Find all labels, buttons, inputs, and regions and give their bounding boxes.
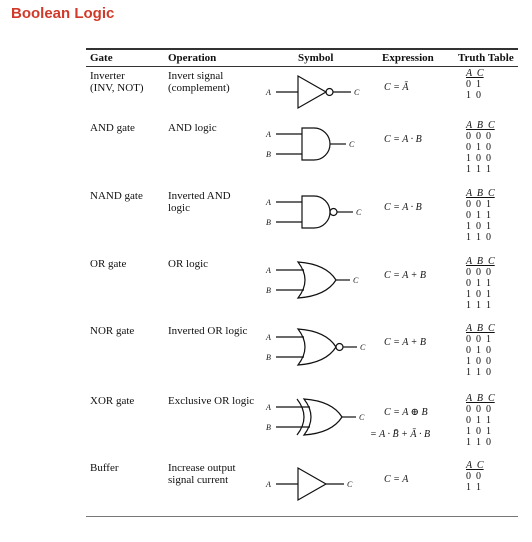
gate-name: NAND gate [90, 190, 143, 202]
output-c-label: C [356, 208, 362, 217]
table-top-rule [86, 48, 518, 50]
operation-text: Invert signal (complement) [168, 70, 230, 94]
truth-table-row: 0 0 [466, 471, 481, 482]
truth-table-header: A C [466, 68, 484, 79]
operation-text: AND logic [168, 122, 217, 134]
truth-table-header: A B C [466, 256, 495, 267]
input-a-label: A [266, 198, 271, 207]
header-gate: Gate [90, 52, 113, 64]
buf-gate-symbol [264, 456, 374, 512]
input-a-label: A [266, 480, 271, 489]
truth-table-header: A B C [466, 393, 495, 404]
truth-table-row: 0 0 1 [466, 199, 491, 210]
not-gate-symbol [264, 64, 374, 120]
input-a-label: A [266, 266, 271, 275]
input-b-label: B [266, 353, 271, 362]
truth-table-header: A C [466, 460, 484, 471]
gate-name: Inverter (INV, NOT) [90, 70, 144, 94]
expression-text: C = Ā [384, 82, 409, 93]
operation-text: Inverted AND logic [168, 190, 231, 214]
output-c-label: C [360, 343, 366, 352]
truth-table [466, 323, 495, 378]
output-c-label: C [347, 480, 353, 489]
truth-table-header: A B C [466, 120, 495, 131]
input-b-label: B [266, 423, 271, 432]
input-a-label: A [266, 333, 271, 342]
expression-text: C = A · B [384, 202, 422, 213]
table-bottom-rule [86, 516, 518, 517]
output-c-label: C [359, 413, 365, 422]
operation-text: Inverted OR logic [168, 325, 248, 337]
truth-table-row: 0 0 0 [466, 131, 491, 142]
truth-table-row: 1 1 0 [466, 367, 491, 378]
input-b-label: B [266, 218, 271, 227]
operation-text: Increase output signal current [168, 462, 236, 486]
truth-table-row: 1 1 [466, 482, 481, 493]
input-b-label: B [266, 150, 271, 159]
truth-table-row: 1 0 0 [466, 356, 491, 367]
truth-table-row: 1 0 [466, 90, 481, 101]
truth-table-row: 0 0 1 [466, 334, 491, 345]
gate-name: XOR gate [90, 395, 135, 407]
truth-table-row: 0 1 1 [466, 278, 491, 289]
nand-gate-symbol [264, 184, 374, 240]
truth-table-row: 1 1 0 [466, 232, 491, 243]
expression-text: C = A [384, 474, 409, 485]
expression-text: C = A · B [384, 134, 422, 145]
truth-table [466, 120, 495, 175]
nor-gate-symbol [264, 319, 374, 375]
truth-table-row: 0 1 [466, 79, 481, 90]
truth-table-row: 1 1 1 [466, 300, 491, 311]
truth-table-row: 1 1 0 [466, 437, 491, 448]
expression-alt-text: = A · B̄ + Ā · B [370, 429, 431, 440]
truth-table-row: 1 1 1 [466, 164, 491, 175]
output-c-label: C [353, 276, 359, 285]
truth-table [466, 256, 495, 311]
xor-gate-symbol [264, 389, 374, 445]
gate-name: Buffer [90, 462, 119, 474]
input-a-label: A [266, 403, 271, 412]
expression-text: C = A ⊕ B [384, 407, 428, 418]
expression-text: C = A + B [384, 270, 427, 281]
truth-table [466, 393, 495, 448]
input-b-label: B [266, 286, 271, 295]
input-a-label: A [266, 88, 271, 97]
gate-name: OR gate [90, 258, 127, 270]
truth-table-row: 0 0 0 [466, 404, 491, 415]
operation-text: Exclusive OR logic [168, 395, 255, 407]
truth-table-row: 1 0 1 [466, 221, 491, 232]
and-gate-symbol [264, 116, 374, 172]
or-gate-symbol [264, 252, 374, 308]
truth-table [466, 188, 495, 243]
header-expression: Expression [382, 52, 434, 64]
truth-table-header: A B C [466, 323, 495, 334]
header-symbol: Symbol [298, 52, 334, 64]
input-a-label: A [266, 130, 271, 139]
output-c-label: C [354, 88, 360, 97]
truth-table-row: 1 0 0 [466, 153, 491, 164]
gate-name: NOR gate [90, 325, 135, 337]
operation-text: OR logic [168, 258, 209, 270]
expression-text: C = A + B [384, 337, 427, 348]
truth-table-row: 0 1 1 [466, 415, 491, 426]
header-truth-table: Truth Table [458, 52, 514, 64]
output-c-label: C [349, 140, 355, 149]
truth-table-row: 0 1 0 [466, 345, 491, 356]
truth-table-row: 1 0 1 [466, 426, 491, 437]
truth-table-row: 0 0 0 [466, 267, 491, 278]
truth-table [466, 460, 484, 493]
header-operation: Operation [168, 52, 217, 64]
truth-table [466, 68, 484, 101]
truth-table-row: 0 1 1 [466, 210, 491, 221]
truth-table-header: A B C [466, 188, 495, 199]
page-title: Boolean Logic [11, 5, 115, 22]
truth-table-row: 0 1 0 [466, 142, 491, 153]
truth-table-row: 1 0 1 [466, 289, 491, 300]
gate-name: AND gate [90, 122, 135, 134]
